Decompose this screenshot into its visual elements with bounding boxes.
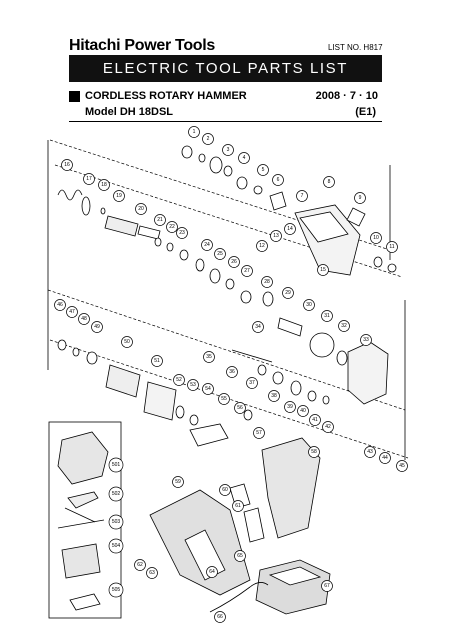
callout-label-51: 51 bbox=[154, 358, 160, 364]
callout-label-44: 44 bbox=[382, 455, 388, 461]
callout-label-12: 12 bbox=[259, 243, 265, 249]
callout-label-20: 20 bbox=[138, 206, 144, 212]
callout-label-46: 46 bbox=[57, 302, 63, 308]
callout-label-54: 54 bbox=[205, 386, 211, 392]
callout-label-25: 25 bbox=[217, 251, 223, 257]
callout-label-67: 67 bbox=[324, 583, 330, 589]
callout-label-502: 502 bbox=[111, 491, 121, 497]
callout-label-53: 53 bbox=[190, 382, 196, 388]
callout-label-24: 24 bbox=[204, 242, 210, 248]
edition-code: (E1) bbox=[355, 106, 376, 118]
callout-label-59: 59 bbox=[175, 479, 181, 485]
callout-label-10: 10 bbox=[373, 235, 379, 241]
callout-label-13: 13 bbox=[273, 233, 279, 239]
callout-label-60: 60 bbox=[222, 487, 228, 493]
callout-label-47: 47 bbox=[69, 309, 75, 315]
callout-label-57: 57 bbox=[256, 430, 262, 436]
callout-label-14: 14 bbox=[287, 226, 293, 232]
callout-label-18: 18 bbox=[101, 182, 107, 188]
callout-label-41: 41 bbox=[312, 417, 318, 423]
callout-label-22: 22 bbox=[169, 224, 175, 230]
product-name: CORDLESS ROTARY HAMMER bbox=[85, 90, 247, 102]
callout-label-33: 33 bbox=[363, 337, 369, 343]
callout-label-62: 62 bbox=[137, 562, 143, 568]
callout-label-31: 31 bbox=[324, 313, 330, 319]
callout-label-49: 49 bbox=[94, 324, 100, 330]
callout-label-28: 28 bbox=[264, 279, 270, 285]
issue-date: 2008 · 7 · 10 bbox=[315, 90, 378, 102]
callout-label-505: 505 bbox=[111, 587, 121, 593]
callout-label-16: 16 bbox=[64, 162, 70, 168]
callout-label-35: 35 bbox=[206, 354, 212, 360]
callout-label-40: 40 bbox=[300, 408, 306, 414]
callout-label-42: 42 bbox=[325, 424, 331, 430]
callout-label-39: 39 bbox=[287, 404, 293, 410]
callout-label-26: 26 bbox=[231, 259, 237, 265]
callout-label-36: 36 bbox=[229, 369, 235, 375]
brand-title: Hitachi Power Tools bbox=[69, 37, 216, 54]
callout-label-52: 52 bbox=[176, 377, 182, 383]
callout-label-3: 3 bbox=[226, 147, 230, 153]
callout-label-29: 29 bbox=[285, 290, 291, 296]
callout-label-64: 64 bbox=[209, 569, 215, 575]
callout-label-9: 9 bbox=[358, 195, 362, 201]
callout-label-56: 56 bbox=[237, 405, 243, 411]
callout-label-63: 63 bbox=[149, 570, 155, 576]
callout-label-11: 11 bbox=[389, 244, 395, 250]
parts-list-title: ELECTRIC TOOL PARTS LIST bbox=[102, 60, 349, 77]
callout-label-4: 4 bbox=[242, 155, 246, 161]
callout-label-501: 501 bbox=[111, 462, 121, 468]
callout-label-34: 34 bbox=[255, 324, 261, 330]
callout-label-5: 5 bbox=[261, 167, 265, 173]
callout-label-1: 1 bbox=[192, 129, 196, 135]
callout-label-504: 504 bbox=[111, 543, 121, 549]
callout-label-50: 50 bbox=[124, 339, 130, 345]
callout-label-38: 38 bbox=[271, 393, 277, 399]
callout-label-19: 19 bbox=[116, 193, 122, 199]
callout-label-6: 6 bbox=[276, 177, 280, 183]
callout-label-43: 43 bbox=[367, 449, 373, 455]
callout-label-32: 32 bbox=[341, 323, 347, 329]
callout-label-66: 66 bbox=[217, 614, 223, 620]
callout-label-17: 17 bbox=[86, 176, 92, 182]
callout-label-58: 58 bbox=[311, 449, 317, 455]
callout-label-7: 7 bbox=[300, 193, 304, 199]
callout-label-15: 15 bbox=[320, 267, 326, 273]
callout-label-27: 27 bbox=[244, 268, 250, 274]
callout-label-8: 8 bbox=[327, 179, 331, 185]
list-number: LIST NO. H817 bbox=[328, 43, 383, 52]
callout-label-23: 23 bbox=[179, 230, 185, 236]
callout-label-21: 21 bbox=[157, 217, 163, 223]
callout-label-30: 30 bbox=[306, 302, 312, 308]
callout-label-45: 45 bbox=[399, 463, 405, 469]
callout-label-48: 48 bbox=[81, 316, 87, 322]
callout-label-2: 2 bbox=[206, 136, 210, 142]
callout-label-61: 61 bbox=[235, 503, 241, 509]
parts-shapes bbox=[58, 146, 396, 614]
callout-label-503: 503 bbox=[111, 519, 121, 525]
callout-label-65: 65 bbox=[237, 553, 243, 559]
callout-label-37: 37 bbox=[249, 380, 255, 386]
model-name: Model DH 18DSL bbox=[85, 106, 174, 118]
callout-label-55: 55 bbox=[221, 396, 227, 402]
